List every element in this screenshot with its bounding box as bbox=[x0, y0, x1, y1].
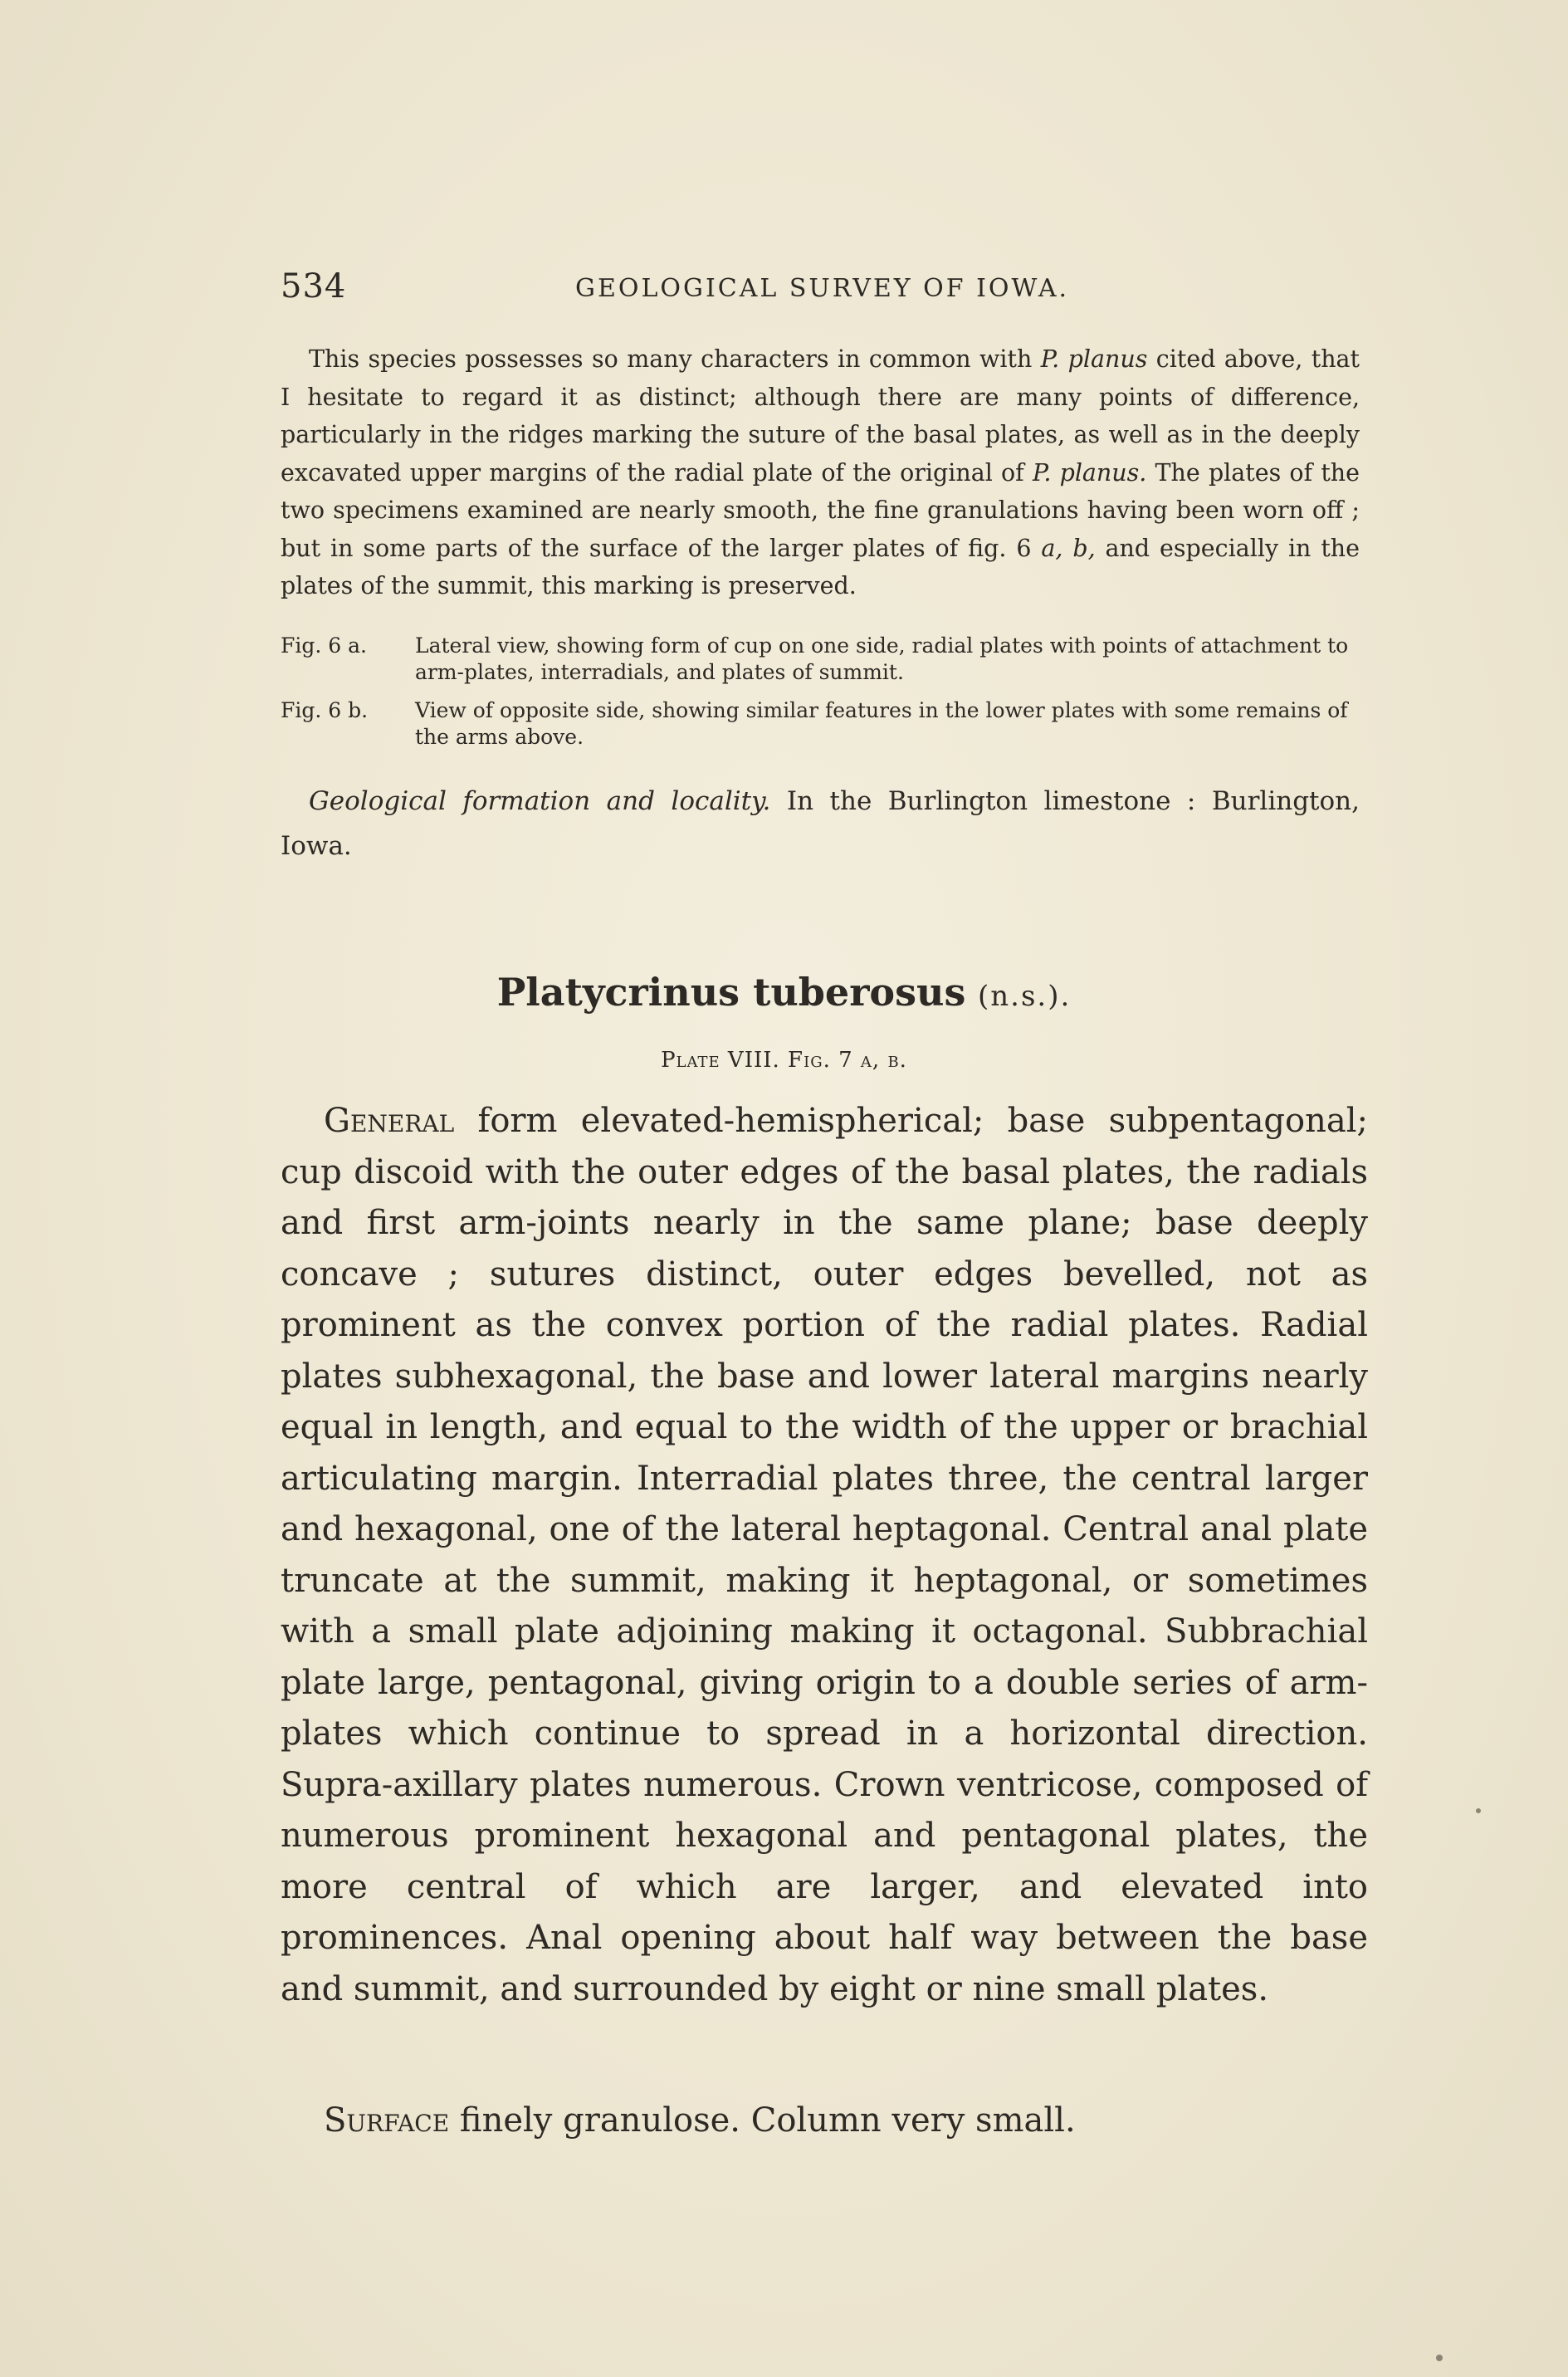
intro-figure-ref: a, b, bbox=[1041, 534, 1096, 562]
intro-species-ref-1: P. planus bbox=[1040, 345, 1148, 373]
intro-text-1: This species possesses so many characters in common with bbox=[309, 345, 1041, 373]
figure-captions bbox=[281, 633, 1360, 762]
species-heading bbox=[0, 970, 1568, 1015]
running-head bbox=[281, 267, 1368, 317]
locality-text: In the Burlington limestone : Burlington, Iowa. bbox=[281, 786, 1360, 861]
intro-text-3: The plates of the two specimens examined are nearly smooth, the fine granulations having been worn off ; but in some parts of the surface of the larger plates of fig. 6 bbox=[281, 458, 1360, 562]
locality-paragraph bbox=[281, 779, 1360, 868]
page-number: 534 bbox=[281, 267, 347, 306]
plate-reference bbox=[0, 1048, 1568, 1073]
running-title: GEOLOGICAL SURVEY OF IOWA. bbox=[575, 274, 1070, 303]
figure-label: Fig. 6 a. bbox=[281, 633, 367, 658]
intro-paragraph bbox=[281, 340, 1360, 605]
intro-species-ref-2: P. planus. bbox=[1032, 458, 1147, 487]
surface-lead: Surface bbox=[324, 2101, 450, 2140]
description-text: form elevated-hemispherical; base subpentagonal; cup discoid with the outer edges of the basal plates, the radials and first arm-joints nearly in the same plane; base deeply concave ; sutures distinct, outer edges bevelled, not as prominent as the convex portion of the radial plates. Radial plates subhexagonal, the base and lower lateral margins nearly equal in length, and equal to the width of the upper or brachial articulating margin. Interradial plates three, the central larger and hexagonal, one of the lateral heptagonal. Central anal plate truncate at the summit, making it heptagonal, or sometimes with a small plate adjoining making it octagonal. Subbrachial plate large, pentagonal, giving origin to a double series of arm-plates which continue to spread in a horizontal direction. Supra-axillary plates numerous. Crown ventricose, composed of numerous prominent hexagonal and pentagonal plates, the more central of which are larger, and elevated into prominences. Anal opening about half way between the base and summit, and surrounded by eight or nine small plates. bbox=[281, 1102, 1368, 2008]
plate-reference-text: Plate VIII. Fig. 7 a, b. bbox=[661, 1048, 907, 1073]
figure-caption bbox=[281, 697, 1360, 751]
description-paragraph bbox=[281, 1096, 1368, 2015]
figure-label: Fig. 6 b. bbox=[281, 698, 369, 722]
surface-text: finely granulose. Column very small. bbox=[449, 2101, 1076, 2140]
surface-paragraph bbox=[281, 2096, 1368, 2146]
figure-text: View of opposite side, showing similar features in the lower plates with some remains of the arms above. bbox=[415, 698, 1348, 749]
intro-text-2: cited above, that I hesitate to regard it as distinct; although there are many points of difference, particularly in the ridges marking the suture of the basal plates, as well as in the deeply excavated upper margins of the radial plate of the original of bbox=[281, 345, 1360, 487]
intro-text-4: and especially in the plates of the summit, this marking is preserved. bbox=[281, 534, 1360, 599]
figure-text: Lateral view, showing form of cup on one side, radial plates with points of attachment to arm-plates, interradials, and plates of summit. bbox=[415, 633, 1349, 684]
description-lead: General bbox=[324, 1102, 455, 1140]
figure-caption bbox=[281, 633, 1360, 686]
paper-speck bbox=[1436, 2355, 1443, 2361]
paper-speck bbox=[1476, 1808, 1481, 1813]
locality-label: Geological formation and locality. bbox=[309, 786, 771, 816]
species-status: (n.s.). bbox=[977, 980, 1072, 1013]
species-name: Platycrinus tuberosus bbox=[496, 970, 966, 1015]
